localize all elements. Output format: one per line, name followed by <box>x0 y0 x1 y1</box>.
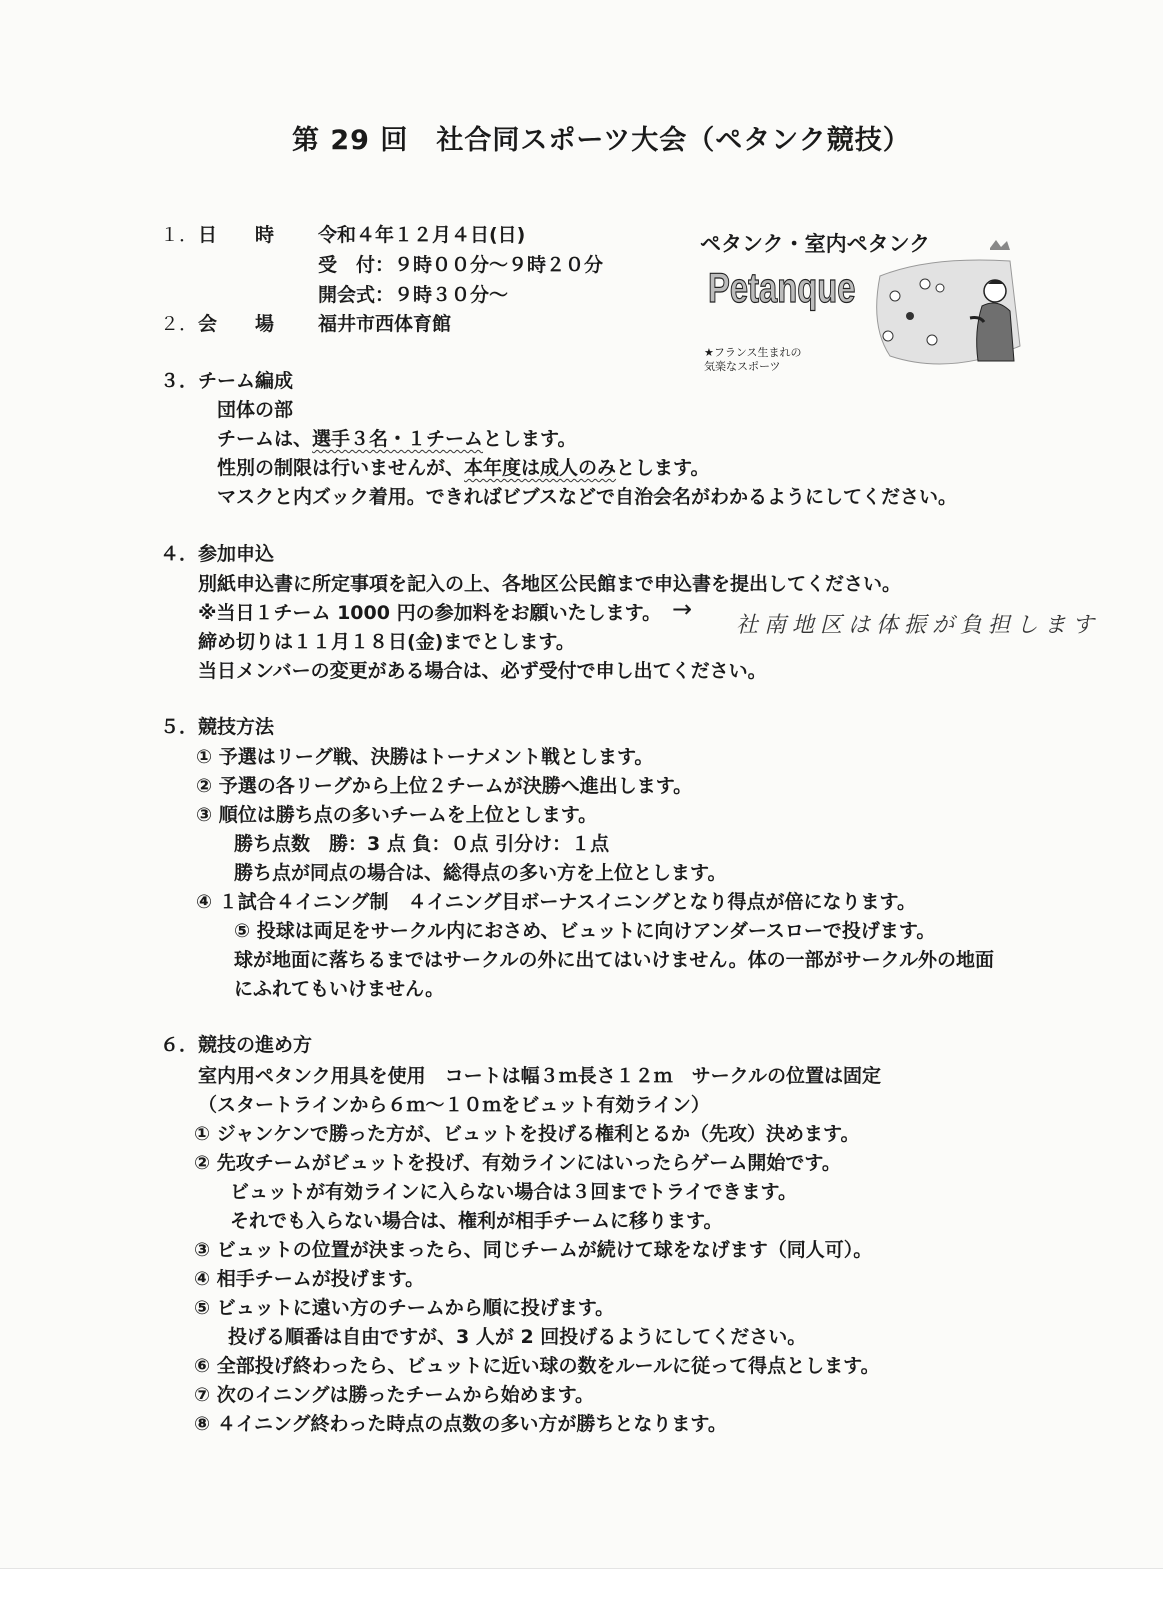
method-item-2: ② 予選の各リーグから上位２チームが決勝へ進出します。 <box>196 775 693 797</box>
court-spec-line: 室内用ペタンク用具を使用 コートは幅３ｍ長さ１２ｍ サークルの位置は固定 <box>198 1065 882 1087</box>
logo-wordmark: Petanque <box>708 264 856 311</box>
procedure-step-5: ⑤ ビュットに遠い方のチームから順に投げます。 <box>194 1297 615 1319</box>
procedure-step-5-detail: 投げる順番は自由ですが、3 人が 2 回投げるようにしてください。 <box>228 1326 807 1348</box>
petanque-logo <box>700 228 1030 378</box>
tiebreak-line: 勝ち点が同点の場合は、総得点の多い方を上位とします。 <box>234 862 727 884</box>
gender-limit-prefix: 性別の制限は行いませんが、 <box>217 457 465 479</box>
section-1-number: １． <box>160 224 199 246</box>
team-size-emphasis: 選手３名・１チーム <box>312 428 484 450</box>
method-item-3: ③ 順位は勝ち点の多いチームを上位とします。 <box>196 804 598 826</box>
handwritten-arrow: → <box>672 595 693 623</box>
procedure-step-7: ⑦ 次のイニングは勝ったチームから始めます。 <box>194 1384 595 1406</box>
procedure-step-1: ① ジャンケンで勝った方が、ビュットを投げる権利とるか（先攻）決めます。 <box>194 1123 860 1145</box>
procedure-step-2-detail-2: それでも入らない場合は、権利が相手チームに移ります。 <box>230 1210 723 1232</box>
circle-rule-line: 球が地面に落ちるまではサークルの外に出てはいけません。体の一部がサークル外の地面 <box>234 949 995 971</box>
procedure-step-8: ⑧ ４イニング終わった時点の点数の多い方が勝ちとなります。 <box>194 1413 727 1435</box>
circle-rule-line-2: にふれてもいけません。 <box>234 978 445 1000</box>
section-4-heading: ４．参加申込 <box>160 543 275 565</box>
member-change-line: 当日メンバーの変更がある場合は、必ず受付で申し出てください。 <box>198 660 767 682</box>
section-2-label: 会 場 <box>198 313 275 335</box>
deadline-line: 締め切りは１１月１８日(金)までとします。 <box>198 631 575 653</box>
section-5-heading: ５．競技方法 <box>160 716 275 738</box>
section-6-heading: ６．競技の進め方 <box>160 1034 313 1056</box>
document-title: 第 29 回 社合同スポーツ大会（ペタンク競技） <box>292 125 911 156</box>
adults-only-emphasis: 本年度は成人のみ <box>464 457 617 479</box>
team-size-suffix: とします。 <box>483 428 577 450</box>
procedure-step-4: ④ 相手チームが投げます。 <box>194 1268 425 1290</box>
fee-line: ※当日１チーム 1000 円の参加料をお願いたします。 <box>198 602 662 624</box>
team-size-line <box>217 428 577 450</box>
gender-limit-line <box>217 457 710 479</box>
handwritten-note: 社南地区は体振が負担します <box>736 613 1101 638</box>
venue-name: 福井市西体育館 <box>318 313 452 335</box>
section-3-subheading: 団体の部 <box>217 399 294 421</box>
petanque-player-illustration <box>870 236 1030 376</box>
section-2-number: ２． <box>160 313 199 335</box>
procedure-step-2: ② 先攻チームがビュットを投げ、有効ラインにはいったらゲーム開始です。 <box>194 1152 841 1174</box>
logo-caption-2: 気楽なスポーツ <box>704 360 781 373</box>
gender-limit-suffix: とします。 <box>616 457 710 479</box>
team-size-prefix: チームは、 <box>217 428 313 450</box>
section-1-label: 日 時 <box>198 224 275 246</box>
method-item-5: ⑤ 投球は両足をサークル内におさめ、ビュットに向けアンダースローで投げます。 <box>234 920 936 942</box>
points-table-line: 勝ち点数 勝：3 点 負：０点 引分け：１点 <box>234 833 610 855</box>
scan-bottom-edge <box>0 1568 1163 1601</box>
method-item-4: ④ １試合４イニング制 ４イニング目ボーナスイニングとなり得点が倍になります。 <box>196 891 917 913</box>
logo-heading: ペタンク・室内ペタンク <box>700 232 931 256</box>
opening-time: 開会式：９時３０分～ <box>318 284 509 306</box>
attire-line: マスクと内ズック着用。できればビブスなどで自治会名がわかるようにしてください。 <box>217 486 958 508</box>
logo-caption-1: ★フランス生まれの <box>704 346 802 359</box>
section-3-heading: ３．チーム編成 <box>160 370 294 392</box>
procedure-step-3: ③ ビュットの位置が決まったら、同じチームが続けて球をなげます（同人可）。 <box>194 1239 873 1261</box>
application-line-1: 別紙申込書に所定事項を記入の上、各地区公民館まで申込書を提出してください。 <box>198 573 902 595</box>
procedure-step-6: ⑥ 全部投げ終わったら、ビュットに近い球の数をルールに従って得点とします。 <box>194 1355 880 1377</box>
event-date: 令和４年１２月４日(日) <box>318 224 526 246</box>
reception-time: 受 付：９時００分～９時２０分 <box>318 254 604 276</box>
valid-line-note: （スタートラインから６ｍ～１０ｍをビュット有効ライン） <box>198 1094 710 1116</box>
procedure-step-2-detail-1: ビュットが有効ラインに入らない場合は３回までトライできます。 <box>230 1181 797 1203</box>
method-item-1: ① 予選はリーグ戦、決勝はトーナメント戦とします。 <box>196 746 654 768</box>
